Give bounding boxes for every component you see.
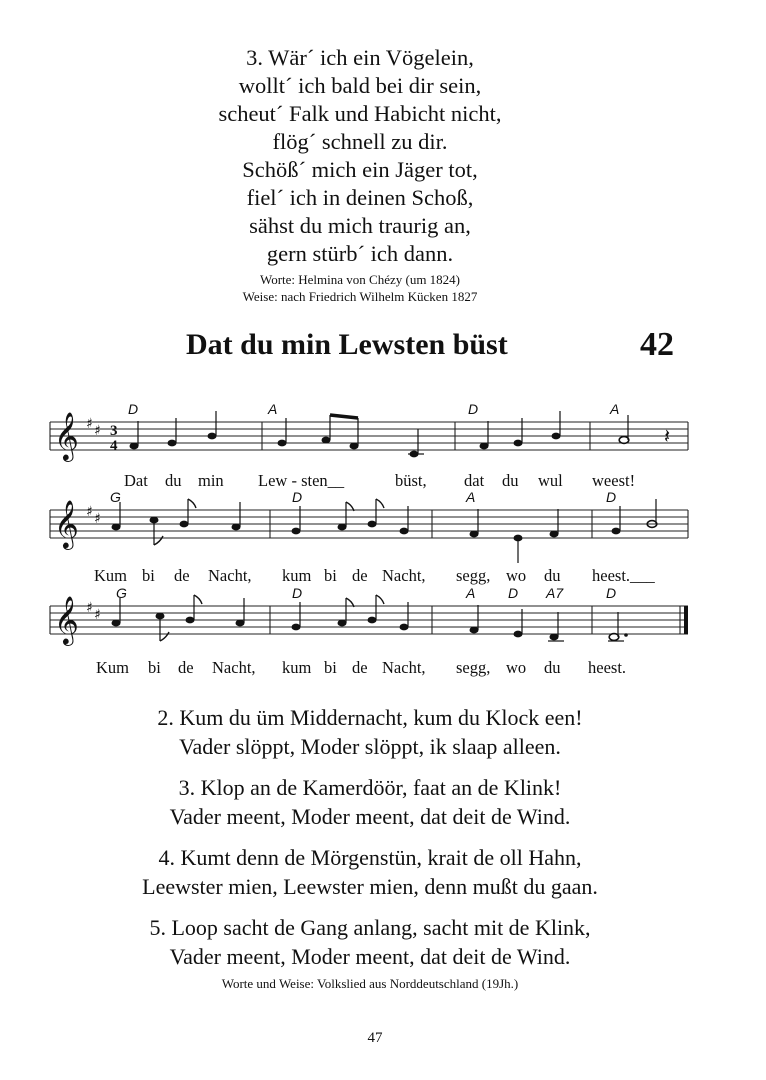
verse-line: fiel´ ich in deinen Schoß, xyxy=(246,185,474,210)
svg-text:A7: A7 xyxy=(546,585,564,601)
svg-text:♯: ♯ xyxy=(94,423,101,439)
verse-line: Vader slöppt, Moder slöppt, ik slaap alleen. xyxy=(179,734,561,759)
lyric-syllable: bi xyxy=(324,566,337,585)
lyric-syllable: wul xyxy=(538,471,563,490)
svg-text:D: D xyxy=(468,401,479,417)
lyric-syllable: Nacht, xyxy=(208,566,252,585)
svg-text:A: A xyxy=(466,489,476,505)
lyric-syllable: Kum xyxy=(96,658,129,677)
svg-text:𝄞: 𝄞 xyxy=(54,499,79,548)
lyric-syllable: heest.___ xyxy=(592,566,655,585)
svg-text:D: D xyxy=(292,585,303,601)
lyric-syllable: du xyxy=(502,471,519,490)
song-number: 42 xyxy=(640,326,674,363)
lyric-syllable: de xyxy=(352,566,368,585)
song-credit: Worte und Weise: Volkslied aus Norddeutschland (19Jh.) xyxy=(221,976,519,991)
verse-line: flög´ schnell zu dir. xyxy=(272,129,448,154)
verse-line: 3. Wär´ ich ein Vögelein, xyxy=(246,45,474,70)
lyric-syllable: segg, xyxy=(456,566,491,585)
verse-line: sähst du mich traurig an, xyxy=(249,213,471,238)
verse-line: Leewster mien, Leewster mien, denn mußt du gaan. xyxy=(142,874,598,899)
lyric-syllable: de xyxy=(178,658,194,677)
previous-song-credits xyxy=(0,271,720,305)
lyric-syllable: du xyxy=(544,566,561,585)
svg-text:♯: ♯ xyxy=(86,600,93,616)
verse-line: 2. Kum du üm Middernacht, kum du Klock een! xyxy=(157,705,583,730)
svg-text:♯: ♯ xyxy=(86,416,93,432)
lyric-syllable: de xyxy=(352,658,368,677)
svg-text:D: D xyxy=(508,585,519,601)
stanza-2 xyxy=(0,703,740,761)
page-number: 47 xyxy=(367,1030,383,1046)
lyric-syllable: Nacht, xyxy=(382,658,426,677)
lyric-syllable: Nacht, xyxy=(212,658,256,677)
verse-line: Vader meent, Moder meent, dat deit de Wind. xyxy=(169,944,571,969)
verse-line: Vader meent, Moder meent, dat deit de Wind. xyxy=(169,804,571,829)
stanza-5 xyxy=(0,913,740,971)
verse-line: scheut´ Falk und Habicht nicht, xyxy=(218,101,502,126)
verse-line: gern stürb´ ich dann. xyxy=(266,241,454,266)
credit-melody: Weise: nach Friedrich Wilhelm Kücken 1827 xyxy=(242,289,478,304)
lyric-syllable: du xyxy=(165,471,182,490)
svg-text:G: G xyxy=(116,585,127,601)
svg-text:D: D xyxy=(128,401,139,417)
lyric-syllable: Nacht, xyxy=(382,566,426,585)
verse-line: 5. Loop sacht de Gang anlang, sacht mit de Klink, xyxy=(149,915,591,940)
lyric-syllable: bi xyxy=(148,658,161,677)
lyric-syllable: wo xyxy=(506,658,527,677)
music-system-1 xyxy=(0,398,766,488)
svg-text:𝄽: 𝄽 xyxy=(664,424,671,448)
verse-line: 4. Kumt denn de Mörgenstün, krait de oll Hahn, xyxy=(158,845,582,870)
lyric-syllable: kum xyxy=(282,566,312,585)
lyric-syllable: de xyxy=(174,566,190,585)
svg-text:3: 3 xyxy=(110,423,118,439)
lyric-syllable: segg, xyxy=(456,658,491,677)
music-system-2 xyxy=(0,489,766,585)
lyric-syllable: dat xyxy=(464,471,485,490)
svg-text:G: G xyxy=(110,489,121,505)
lyric-syllable: weest! xyxy=(592,471,636,490)
previous-song-verse xyxy=(0,44,720,268)
svg-text:♯: ♯ xyxy=(94,607,101,623)
svg-text:𝄞: 𝄞 xyxy=(54,595,79,644)
svg-text:♯: ♯ xyxy=(86,504,93,520)
lyric-syllable: Kum xyxy=(94,566,127,585)
lyric-syllable: büst, xyxy=(395,471,427,490)
staff-notation-1 xyxy=(0,398,766,488)
song-title: Dat du min Lewsten büst xyxy=(186,328,508,361)
svg-text:𝄞: 𝄞 xyxy=(54,411,79,460)
stanza-3 xyxy=(0,773,740,831)
svg-text:♯: ♯ xyxy=(94,511,101,527)
lyric-syllable: Lew - sten__ xyxy=(258,471,345,490)
lyric-syllable: Dat xyxy=(124,471,148,490)
music-system-3 xyxy=(0,582,766,677)
svg-text:A: A xyxy=(268,401,278,417)
svg-text:D: D xyxy=(292,489,303,505)
credit-words: Worte: Helmina von Chézy (um 1824) xyxy=(259,272,461,287)
svg-text:D: D xyxy=(606,489,617,505)
svg-text:A: A xyxy=(610,401,620,417)
lyric-syllable: kum xyxy=(282,658,312,677)
lyric-syllable: min xyxy=(198,471,224,490)
svg-text:A: A xyxy=(466,585,476,601)
svg-text:D: D xyxy=(606,585,617,601)
verse-line: wollt´ ich bald bei dir sein, xyxy=(238,73,482,98)
verse-line: Schöß´ mich ein Jäger tot, xyxy=(242,157,478,182)
svg-text:4: 4 xyxy=(110,438,118,454)
lyric-syllable: heest. xyxy=(588,658,627,677)
lyric-syllable: bi xyxy=(142,566,155,585)
lyric-syllable: wo xyxy=(506,566,527,585)
lyric-syllable: du xyxy=(544,658,561,677)
lyric-syllable: bi xyxy=(324,658,337,677)
song-verses xyxy=(0,703,740,983)
verse-line: 3. Klop an de Kamerdöör, faat an de Klink! xyxy=(178,775,562,800)
stanza-4 xyxy=(0,843,740,901)
